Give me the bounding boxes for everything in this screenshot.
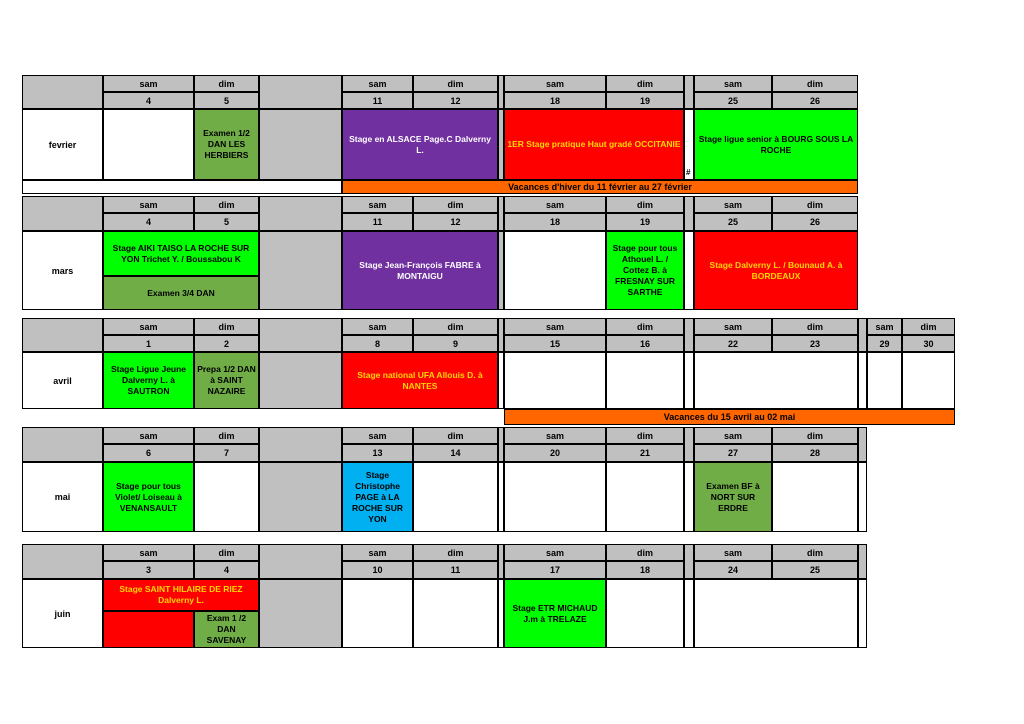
date-cell: 11: [413, 561, 498, 579]
red-fill-cell: [103, 611, 194, 648]
day-header-sat: sam: [103, 75, 194, 92]
gap-cell: [259, 231, 342, 310]
day-header-sat: sam: [504, 544, 606, 561]
day-header-sun: dim: [772, 318, 858, 335]
day-header-sat: sam: [504, 196, 606, 213]
day-header-sat: sam: [694, 427, 772, 444]
date-cell: 3: [103, 561, 194, 579]
event-stage-ligue-senior: Stage ligue senior à BOURG SOUS LA ROCHE: [694, 109, 858, 180]
date-cell: 9: [413, 335, 498, 352]
date-cell: 18: [606, 561, 684, 579]
blank-band: [22, 180, 342, 194]
empty-day-cell: [103, 109, 194, 180]
day-header-sat: sam: [694, 75, 772, 92]
month-label: mai: [22, 462, 103, 532]
date-cell: 19: [606, 213, 684, 231]
day-header-sun: dim: [413, 544, 498, 561]
date-cell: 25: [772, 561, 858, 579]
day-header-sat: sam: [103, 427, 194, 444]
day-header-sun: dim: [194, 427, 259, 444]
gap-cell: [684, 75, 694, 109]
gap-cell: [858, 352, 867, 409]
day-header-sat: sam: [504, 75, 606, 92]
gap-cell: [684, 196, 694, 231]
date-cell: 28: [772, 444, 858, 462]
month-label: mars: [22, 231, 103, 310]
empty-day-cell: [504, 462, 606, 532]
date-cell: 26: [772, 92, 858, 109]
event-stage-aiki-taiso: Stage AIKI TAISO LA ROCHE SUR YON Trichet Y. / Boussabou K: [103, 231, 259, 276]
day-header-sun: dim: [194, 544, 259, 561]
day-header-sun: dim: [902, 318, 955, 335]
corner-cell: [22, 75, 103, 109]
date-cell: 26: [772, 213, 858, 231]
gap-cell: [858, 544, 867, 579]
gap-cell: [684, 231, 694, 310]
date-cell: 14: [413, 444, 498, 462]
date-cell: 16: [606, 335, 684, 352]
empty-day-cell: [867, 352, 902, 409]
date-cell: 23: [772, 335, 858, 352]
empty-day-cell: [606, 462, 684, 532]
event-examen-bf-nort-sur-erdre: Examen BF à NORT SUR ERDRE: [694, 462, 772, 532]
day-header-sun: dim: [194, 75, 259, 92]
date-cell: 5: [194, 213, 259, 231]
gap-cell: [259, 75, 342, 109]
empty-day-cell: [504, 352, 606, 409]
date-cell: 21: [606, 444, 684, 462]
empty-day-cell: [694, 352, 858, 409]
event-stage-national-ufa: Stage national UFA Allouis D. à NANTES: [342, 352, 498, 409]
gap-cell: [858, 427, 867, 462]
day-header-sun: dim: [413, 196, 498, 213]
corner-cell: [22, 544, 103, 579]
date-cell: 25: [694, 213, 772, 231]
empty-day-cell: [413, 462, 498, 532]
event-examen-3-4-dan: Examen 3/4 DAN: [103, 276, 259, 310]
date-cell: 17: [504, 561, 606, 579]
date-cell: 6: [103, 444, 194, 462]
empty-day-cell: [606, 352, 684, 409]
day-header-sat: sam: [342, 427, 413, 444]
day-header-sun: dim: [606, 196, 684, 213]
date-cell: 20: [504, 444, 606, 462]
date-cell: 29: [867, 335, 902, 352]
empty-day-cell: [606, 579, 684, 648]
date-cell: 1: [103, 335, 194, 352]
date-cell: 4: [103, 213, 194, 231]
day-header-sun: dim: [606, 544, 684, 561]
day-header-sat: sam: [694, 544, 772, 561]
day-header-sat: sam: [504, 427, 606, 444]
month-label: fevrier: [22, 109, 103, 180]
gap-cell: [259, 579, 342, 648]
date-cell: 4: [194, 561, 259, 579]
date-cell: 8: [342, 335, 413, 352]
event-stage-venansault: Stage pour tous Violet/ Loiseau à VENANSAULT: [103, 462, 194, 532]
day-header-sat: sam: [103, 196, 194, 213]
event-stage-saint-hilaire-de-riez: Stage SAINT HILAIRE DE RIEZ Dalverny L.: [103, 579, 259, 611]
month-label: juin: [22, 579, 103, 648]
date-cell: 12: [413, 92, 498, 109]
date-cell: 11: [342, 213, 413, 231]
day-header-sat: sam: [694, 318, 772, 335]
date-cell: 22: [694, 335, 772, 352]
day-header-sun: dim: [772, 544, 858, 561]
empty-day-cell: [772, 462, 858, 532]
date-cell: 2: [194, 335, 259, 352]
date-cell: 27: [694, 444, 772, 462]
date-cell: 19: [606, 92, 684, 109]
gap-cell: [259, 109, 342, 180]
empty-day-cell: [413, 579, 498, 648]
event-stage-pour-tous-fresnay: Stage pour tous Athouel L. / Cottez B. à FRESNAY SUR SARTHE: [606, 231, 684, 310]
gap-cell: [684, 462, 694, 532]
day-header-sat: sam: [342, 196, 413, 213]
empty-day-cell: [504, 231, 606, 310]
date-cell: 4: [103, 92, 194, 109]
empty-day-cell: [194, 462, 259, 532]
day-header-sat: sam: [342, 318, 413, 335]
event-exam-1-2-dan-savenay: Exam 1 /2 DAN SAVENAY: [194, 611, 259, 648]
gap-cell: [259, 318, 342, 352]
date-cell: 7: [194, 444, 259, 462]
corner-cell: [22, 196, 103, 231]
event-stage-alsace: Stage en ALSACE Page.C Dalverny L.: [342, 109, 498, 180]
gap-cell: [858, 318, 867, 352]
gap-cell: [684, 427, 694, 462]
event-stage-haut-grade-occitanie: 1ER Stage pratique Haut gradé OCCITANIE: [504, 109, 684, 180]
hash-marker: #: [686, 168, 691, 177]
day-header-sat: sam: [694, 196, 772, 213]
event-prepa-1-2-dan: Prepa 1/2 DAN à SAINT NAZAIRE: [194, 352, 259, 409]
date-cell: 24: [694, 561, 772, 579]
day-header-sun: dim: [606, 318, 684, 335]
event-stage-christophe-page: Stage Christophe PAGE à LA ROCHE SUR YON: [342, 462, 413, 532]
day-header-sun: dim: [194, 318, 259, 335]
day-header-sun: dim: [413, 75, 498, 92]
date-cell: 18: [504, 213, 606, 231]
date-cell: 15: [504, 335, 606, 352]
event-stage-bordeaux: Stage Dalverny L. / Bounaud A. à BORDEAUX: [694, 231, 858, 310]
month-label: avril: [22, 352, 103, 409]
day-header-sun: dim: [772, 196, 858, 213]
date-cell: 30: [902, 335, 955, 352]
event-stage-fabre-montaigu: Stage Jean-François FABRE à MONTAIGU: [342, 231, 498, 310]
date-cell: 13: [342, 444, 413, 462]
day-header-sun: dim: [772, 75, 858, 92]
gap-cell: [259, 352, 342, 409]
gap-cell: [259, 462, 342, 532]
day-header-sun: dim: [194, 196, 259, 213]
gap-cell: [858, 579, 867, 648]
day-header-sun: dim: [413, 427, 498, 444]
event-stage-etr-trelaze: Stage ETR MICHAUD J.m à TRELAZE: [504, 579, 606, 648]
day-header-sun: dim: [413, 318, 498, 335]
day-header-sun: dim: [606, 75, 684, 92]
empty-day-cell: [342, 579, 413, 648]
empty-day-cell: [902, 352, 955, 409]
event-exam-1-2-dan-les-herbiers: Examen 1/2 DAN LES HERBIERS: [194, 109, 259, 180]
date-cell: 11: [342, 92, 413, 109]
empty-day-cell: [694, 579, 858, 648]
day-header-sat: sam: [103, 318, 194, 335]
gap-cell: [259, 196, 342, 231]
day-header-sun: dim: [772, 427, 858, 444]
date-cell: 10: [342, 561, 413, 579]
day-header-sat: sam: [504, 318, 606, 335]
day-header-sun: dim: [606, 427, 684, 444]
event-stage-ligue-jeune: Stage Ligue Jeune Dalverny L. à SAUTRON: [103, 352, 194, 409]
day-header-sat: sam: [867, 318, 902, 335]
date-cell: 12: [413, 213, 498, 231]
corner-cell: [22, 318, 103, 352]
gap-cell: [858, 462, 867, 532]
date-cell: 5: [194, 92, 259, 109]
gap-cell: [684, 544, 694, 579]
gap-cell: [684, 352, 694, 409]
day-header-sat: sam: [103, 544, 194, 561]
vacances-hiver-banner: Vacances d'hiver du 11 février au 27 février: [342, 180, 858, 194]
vacances-printemps-banner: Vacances du 15 avril au 02 mai: [504, 409, 955, 425]
date-cell: 18: [504, 92, 606, 109]
corner-cell: [22, 427, 103, 462]
gap-cell: [684, 579, 694, 648]
gap-cell: [259, 427, 342, 462]
date-cell: 25: [694, 92, 772, 109]
day-header-sat: sam: [342, 75, 413, 92]
gap-cell: [684, 318, 694, 352]
gap-cell: [259, 544, 342, 579]
day-header-sat: sam: [342, 544, 413, 561]
